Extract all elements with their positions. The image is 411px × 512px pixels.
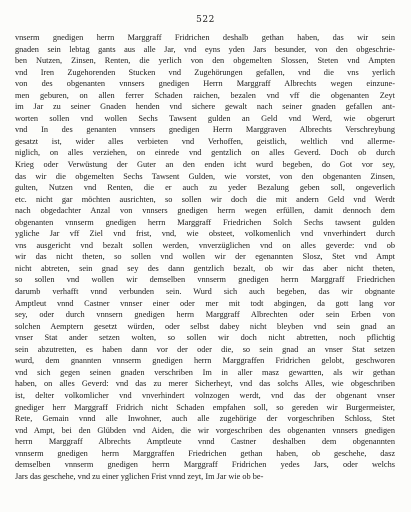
text-line: ygliche Jar vff Ziel vnd frist, vnd, wie obsteet, volkomenlich vnd vnverhindert durch bbox=[15, 229, 395, 239]
text-line: nach obgedachter Anzal von vnnsers gnedigen herrn wegen erfüllen, damit dennoch dem bbox=[15, 206, 395, 216]
text-line: wir das nicht theten, so sollen vnd wollen wir der egenannten Slosz, Stet vnd Ampt bbox=[15, 252, 395, 262]
text-line: obgenanten vnnserm gnedigen herrn Marggraff Friedrichen Solch Sechs tawsent gulden bbox=[15, 217, 395, 227]
text-line: wurd, dem gnannten vnnserm gnedigen herrn Marggraffen Fridrichen gelobt, geschworen bbox=[15, 356, 395, 366]
text-line: von des obgenanten vnnsers gnedigen Herrn Marggraff Albrechts wegen einzune- bbox=[15, 79, 395, 89]
text-line: etc. nicht gar möchten ausrichten, so sollen wir doch die mit andern Geld vnd Werdt bbox=[15, 194, 395, 204]
text-line: vnd Ampt, bei den Glübden vnd Aiden, die wir vorgeschriben des obgenanten vnnsers gnedigen bbox=[15, 425, 395, 435]
text-line: im Jar zu seiner Gnaden henden vnd sichere gewalt nach seiner gnaden gefallen ant- bbox=[15, 102, 395, 112]
text-line: gnediger herr Marggraff Fridrich nicht Schaden empfahen soll, so gereden wir Burgermeister, bbox=[15, 402, 395, 412]
text-line: nicht abtreten, sein gnad sey des dann gentzlich bezalt, ob wir das aber nicht theten, bbox=[15, 263, 395, 273]
text-line: ben Nutzen, Zinsen, Renten, die yerlich von den obgemelten Slossen, Steten vnd Ampten bbox=[15, 56, 395, 66]
text-line: sey, oder durch vnnsern gnedigen herrn Marggraff Albrechten oder sein Erben von bbox=[15, 310, 395, 320]
text-line: sein abzutretten, es haben dann vor der oder die, so sein gnad an vnser Stat setzen bbox=[15, 344, 395, 354]
text-line: vns ausgericht vnd bezalt sollen werden, vnverzüglichen vnd on alles geverde: vnd ob bbox=[15, 240, 395, 250]
text-line: gesatzt ist, wider alles verbieten vnd Verhoffen, geistlich, weltlich vnd allerme- bbox=[15, 136, 395, 146]
text-line: worten sollen vnd wollen Sechs Tawsent gulden an Geld vnd Werd, wie obgerurt bbox=[15, 113, 395, 123]
text-line: gulten, Nutzen vnd Renten, die er auch zu yeder Bezalung geben soll, ongeverlich bbox=[15, 183, 395, 193]
text-line: Jars das geschehe, vnd zu einer yglichen Frist vnnd zeyt, Im Jar wie ob be- bbox=[15, 471, 264, 481]
text-line: men geburen, on allen ferrer Schaden raichen, bezalen vnd vff die obgenanten Zeyt bbox=[15, 90, 395, 100]
text-line: darumb verhafft vnnd verbunden sein. Wurd sich auch begeben, das wir obgnante bbox=[15, 287, 395, 297]
text-line: so sollen vnd wollen wir demselben vnnserm gnedigen herrn Marggraff Friedrichen bbox=[15, 275, 395, 285]
text-line: vnd Iren Zugehorenden Stucken vnd Zugehörungen gefallen, vnd die vns yerlich bbox=[15, 67, 395, 77]
text-line: ist, delter volkomlicher vnd vnverhindert volnzogen werdt, vnd das der obgenant vnser bbox=[15, 390, 395, 400]
body-text bbox=[15, 32, 395, 482]
text-line: vnnserm gnedigen herrn Marggraffen Friedrichen gethan haben, ob geschehe, dasz bbox=[15, 448, 395, 458]
text-line: Rete, Gemain vnnd alle Inwohner, auch alle zugehörige der vorgeschriben Schloss, Stet bbox=[15, 414, 395, 424]
text-line: demselben vnnserm gnedigen herrn Marggraff Fridrichen yedes Jars, oder welchs bbox=[15, 460, 395, 470]
text-line: vnd sich gegen seinen gnaden verschriben Im in aller masz gewartten, als wir gethan bbox=[15, 367, 395, 377]
text-line: Amptleut vnnd Castner vnnser einer oder mer mit todt abgingen, da gott lang vor bbox=[15, 298, 395, 308]
text-line: vnser Stat ander setzen wolten, so sollen wir doch nicht abtretten, noch pflichtig bbox=[15, 333, 395, 343]
text-line: solchen Aemptern gesetzt würden, oder selbst dabey nicht bleyben vnd sein gnad an bbox=[15, 321, 395, 331]
text-line: vnd In des genanten vnnsers gnedigen Herrn Marggraven Albrechts Verschreybung bbox=[15, 125, 395, 135]
text-line: gnaden sein lebtag gants aus alle Jar, vnd eyns yden Jars besunder, von den obgeschrie- bbox=[15, 44, 395, 54]
page-number: 522 bbox=[196, 15, 215, 25]
text-line: haben, on alles Geverd: vnd das zu merer Sicherheyt, vnd das solchs Alles, wie obgeschriben bbox=[15, 379, 395, 389]
text-line: das wir die obgemelten Sechs Tawsent Gulden, wie vorstet, von den obgenanten Zinsen, bbox=[15, 171, 395, 181]
text-line: Krieg oder Verwüstung der Guter an den enden icht wurd begeben, do Got vor sey, bbox=[15, 160, 395, 170]
text-line: niglich, on alles verziehen, on einrede vnd gentzlich on alles Geverd. Doch ob durch bbox=[15, 148, 395, 158]
text-line: herrn Marggraff Albrechts Amptleute vnnd Castner deshalben dem obgenannten bbox=[15, 437, 395, 447]
text-line: vnserm gnedigen herrn Marggraff Fridrichen deshalb gethan haben, das wir sein bbox=[15, 33, 395, 42]
